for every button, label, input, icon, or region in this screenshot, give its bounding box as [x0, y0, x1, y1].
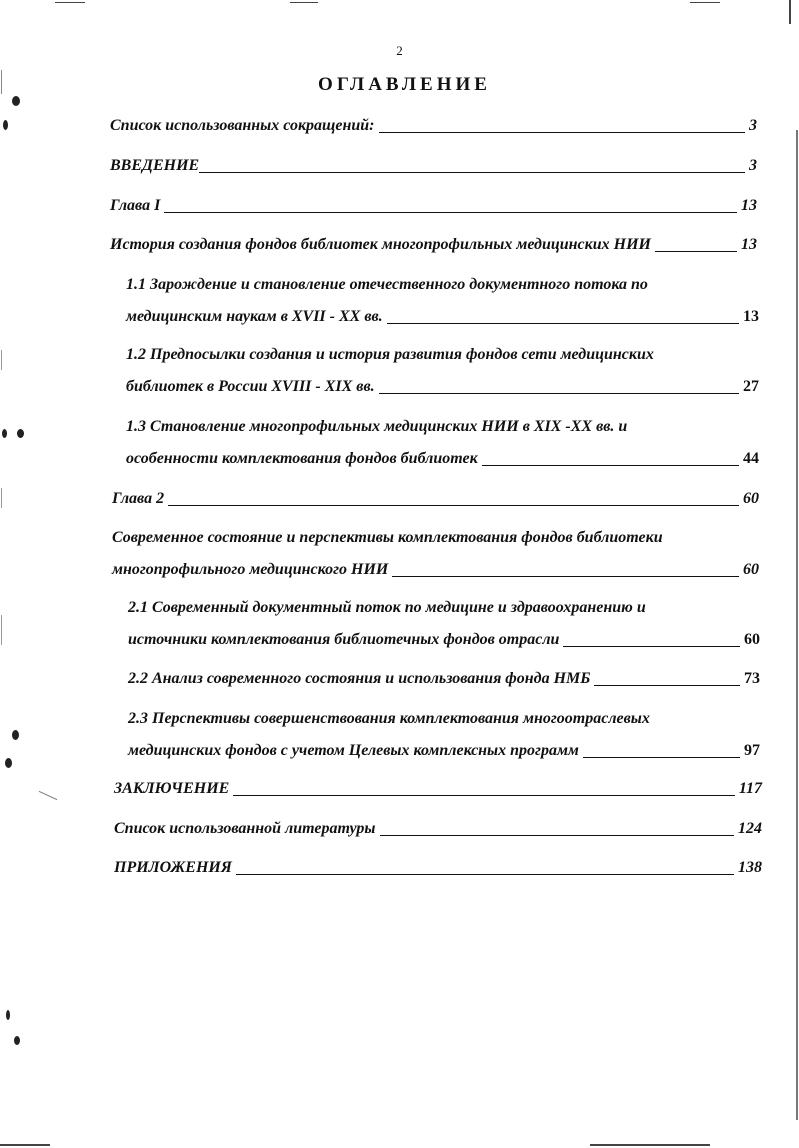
toc-entry-text: 2.2 Анализ современного состояния и использования фонда НМБ — [128, 670, 591, 687]
toc-entry-page: 13 — [741, 197, 757, 214]
scan-edge-top — [290, 2, 318, 3]
scan-edge-top — [789, 0, 791, 24]
toc-leader — [594, 685, 740, 686]
toc-entry-chapter-1[interactable] — [110, 196, 757, 216]
toc-entry-chapter-2-title[interactable] — [112, 528, 759, 580]
toc-entry-text-line1: 2.3 Перспективы совершенствования комплектования многоотраслевых — [128, 710, 650, 727]
toc-entry-abbreviations[interactable] — [110, 116, 757, 136]
scan-edge-top — [690, 2, 720, 3]
punch-mark — [12, 730, 19, 740]
toc-entry-text-line1: 1.2 Предпосылки создания и история развития фондов сети медицинских — [126, 346, 654, 363]
toc-entry-page: 44 — [743, 450, 759, 467]
toc-leader — [199, 172, 745, 173]
toc-entry-references[interactable] — [114, 819, 762, 839]
toc-entry-text: библиотек в России XVIII - XIX вв. — [126, 378, 375, 395]
toc-leader — [563, 646, 740, 647]
toc-entry-chapter-2[interactable] — [112, 489, 759, 509]
toc-entry-text-line1: 1.1 Зарождение и становление отечественного документного потока по — [126, 276, 648, 293]
toc-entry-text: источники комплектования библиотечных фондов отрасли — [128, 631, 560, 648]
toc-entry-page: 138 — [738, 859, 762, 876]
punch-mark — [3, 120, 8, 130]
toc-entry-text-line1: Современное состояние и перспективы комплектования фондов библиотеки — [112, 529, 663, 546]
punch-mark — [2, 429, 7, 438]
toc-entry-text: медицинским наукам в XVII - XX вв. — [126, 308, 383, 325]
page-number: 2 — [396, 43, 403, 58]
toc-entry-appendices[interactable] — [114, 858, 762, 878]
punch-mark — [12, 96, 20, 106]
toc-title: ОГЛАВЛЕНИЕ — [318, 74, 491, 95]
scan-edge-bottom — [0, 1144, 50, 1146]
toc-entry-page: 124 — [738, 820, 762, 837]
toc-entry-section-1-1[interactable] — [126, 275, 759, 327]
toc-entry-page: 60 — [743, 490, 759, 507]
punch-mark — [6, 1010, 10, 1020]
toc-leader — [379, 393, 739, 394]
toc-entry-page: 13 — [743, 308, 759, 325]
toc-entry-section-2-3[interactable] — [128, 709, 760, 761]
toc-entry-section-1-3[interactable] — [126, 417, 759, 469]
punch-mark — [17, 429, 24, 438]
toc-entry-page: 27 — [743, 378, 759, 395]
toc-entry-section-2-1[interactable] — [128, 598, 760, 650]
scan-edge-left — [1, 350, 2, 370]
toc-leader — [655, 251, 737, 252]
toc-entry-text: Глава 2 — [112, 490, 165, 507]
toc-leader — [387, 323, 739, 324]
toc-entry-text: многопрофильного медицинского НИИ — [112, 561, 389, 578]
toc-entry-page: 97 — [744, 742, 760, 759]
toc-leader — [583, 757, 740, 758]
toc-entry-section-2-2[interactable] — [128, 669, 760, 689]
scan-edge-top — [55, 2, 85, 3]
toc-entry-text: Глава I — [110, 197, 161, 214]
scan-edge-left — [1, 615, 2, 645]
toc-entry-text: ВВЕДЕНИЕ — [110, 157, 200, 174]
toc-entry-conclusion[interactable] — [114, 779, 762, 799]
toc-leader — [380, 835, 734, 836]
toc-entry-text: ПРИЛОЖЕНИЯ — [114, 859, 232, 876]
toc-entry-text: Список использованной литературы — [114, 820, 376, 837]
punch-mark — [14, 1036, 20, 1045]
toc-entry-page: 60 — [744, 631, 760, 648]
scan-edge-left — [1, 488, 2, 508]
toc-leader — [233, 795, 735, 796]
toc-entry-text: Список использованных сокращений: — [110, 117, 375, 134]
toc-leader — [236, 874, 734, 875]
toc-entry-text-line1: 1.3 Становление многопрофильных медицинских НИИ в XIX -XX вв. и — [126, 418, 628, 435]
toc-leader — [482, 465, 739, 466]
toc-leader — [164, 212, 737, 213]
scan-edge-bottom — [590, 1144, 710, 1146]
toc-entry-text-line1: 2.1 Современный документный поток по медицине и здравоохранению и — [128, 599, 646, 616]
toc-entry-text: ЗАКЛЮЧЕНИЕ — [114, 780, 230, 797]
toc-entry-chapter-1-title[interactable] — [110, 235, 757, 255]
toc-entry-section-1-2[interactable] — [126, 345, 759, 397]
punch-mark — [5, 758, 12, 768]
toc-entry-page: 3 — [749, 117, 757, 134]
scan-edge-right — [796, 130, 798, 1120]
toc-leader — [379, 132, 746, 133]
toc-entry-text: особенности комплектования фондов библиотек — [126, 450, 478, 467]
toc-entry-introduction[interactable] — [110, 156, 757, 176]
toc-entry-text: медицинских фондов с учетом Целевых комплексных программ — [128, 742, 579, 759]
toc-entry-page: 13 — [741, 236, 757, 253]
toc-entry-page: 117 — [738, 780, 762, 797]
toc-entry-text: История создания фондов библиотек многопрофильных медицинских НИИ — [110, 236, 651, 253]
toc-leader — [168, 505, 739, 506]
toc-entry-page: 3 — [749, 157, 757, 174]
toc-entry-page: 60 — [743, 561, 759, 578]
toc-entry-page: 73 — [744, 670, 760, 687]
scan-edge-left — [1, 70, 2, 94]
toc-leader — [392, 576, 739, 577]
